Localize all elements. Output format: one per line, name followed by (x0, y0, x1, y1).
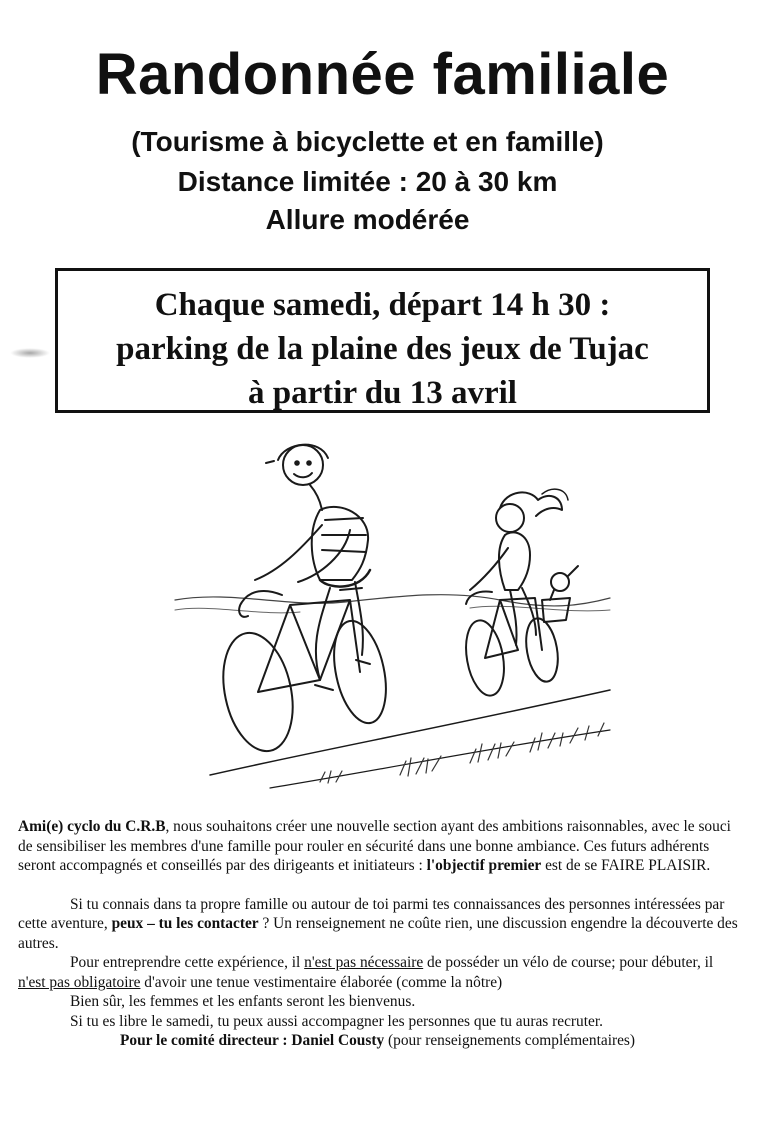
intro-paragraph (18, 817, 738, 876)
contact-text-b: ? Un renseignement ne coûte rien, une discussion engendre la découverte des autres. (18, 915, 738, 952)
intro-text-a: , nous souhaitons créer une nouvelle section ayant des ambitions raisonnables, avec le souci de sensibiliser les membres d'une famille pour rouler en sécurité dans une bonne ambiance. Ces futurs adhérents seront accompagnés et conseillés par des dirigeants et initiateurs : (18, 818, 731, 874)
equipment-text-c: d'avoir une tenue vestimentaire élaborée (comme la nôtre) (140, 973, 503, 991)
schedule-line-1: Chaque samedi, départ 14 h 30 : (154, 287, 611, 323)
intro-objective: l'objectif premier (426, 857, 542, 874)
equipment-not-necessary: n'est pas nécessaire (304, 954, 424, 971)
equipment-text-b: de posséder un vélo de course; pour débuter, il (423, 954, 714, 971)
contact-question: peux – tu les contacter (111, 915, 259, 932)
cyclists-illustration (170, 430, 615, 790)
equipment-not-mandatory: n'est pas obligatoire (18, 973, 141, 991)
signature-line (18, 1031, 738, 1051)
schedule-line-3: à partir du 13 avril (248, 375, 517, 411)
intro-lead: Ami(e) cyclo du C.R.B (18, 818, 166, 835)
welcome-paragraph: Bien sûr, les femmes et les enfants seront les bienvenus. (70, 993, 416, 1010)
signature-label: Pour le comité directeur : Daniel Cousty (120, 1032, 385, 1049)
schedule-box (55, 268, 710, 413)
scan-smudge (10, 348, 50, 358)
equipment-paragraph (18, 953, 738, 992)
body-text (18, 817, 738, 1051)
contact-paragraph (18, 895, 738, 954)
saturday-paragraph: Si tu es libre le samedi, tu peux aussi accompagner les personnes que tu auras recruter. (70, 1012, 603, 1030)
intro-text-b: est de se FAIRE PLAISIR. (541, 857, 711, 874)
contact-text-a: Si tu connais dans ta propre famille ou autour de toi parmi tes connaissances des personnes intéressées par cette aventure, (18, 895, 725, 932)
page-title: Randonnée familiale (95, 42, 670, 107)
pace-line: Allure modérée (265, 204, 470, 235)
subtitle: (Tourisme à bicyclette et en famille) (131, 126, 604, 157)
distance-line: Distance limitée : 20 à 30 km (177, 166, 558, 197)
equipment-text-a: Pour entreprendre cette expérience, il (70, 954, 305, 971)
schedule-line-2: parking de la plaine des jeux de Tujac (116, 331, 649, 367)
signature-note: (pour renseignements complémentaires) (384, 1032, 636, 1049)
